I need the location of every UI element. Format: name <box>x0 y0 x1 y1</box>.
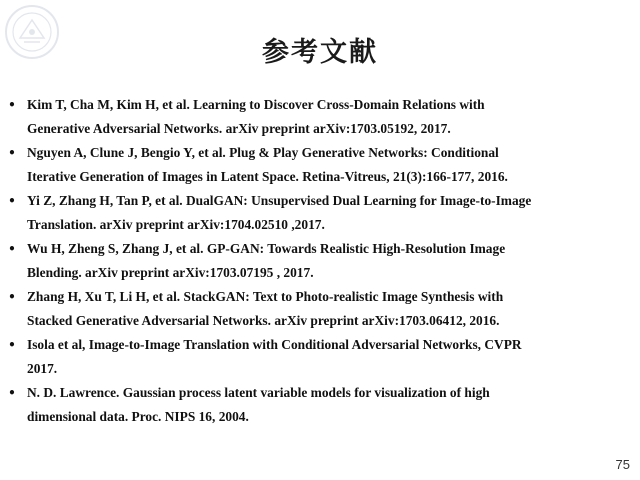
page-number: 75 <box>615 457 630 472</box>
slide-title: 参考文献 <box>262 37 378 68</box>
reference-item <box>0 93 640 141</box>
bullet-icon: • <box>8 98 16 112</box>
reference-line: Isola et al, Image-to-Image Translation with Conditional Adversarial Networks, CVPR <box>27 337 522 352</box>
reference-line: Translation. arXiv preprint arXiv:1704.02510 ,2017. <box>27 217 325 232</box>
reference-line: Iterative Generation of Images in Latent Space. Retina-Vitreus, 21(3):166-177, 2016. <box>27 169 508 184</box>
reference-list <box>0 93 640 429</box>
reference-item <box>0 333 640 381</box>
reference-line: Blending. arXiv preprint arXiv:1703.07195 , 2017. <box>27 265 314 280</box>
bullet-icon: • <box>8 290 16 304</box>
reference-line: Stacked Generative Adversarial Networks. arXiv preprint arXiv:1703.06412, 2016. <box>27 313 500 328</box>
reference-line: Kim T, Cha M, Kim H, et al. Learning to Discover Cross-Domain Relations with <box>27 97 485 112</box>
bullet-icon: • <box>8 242 16 256</box>
reference-line: Generative Adversarial Networks. arXiv preprint arXiv:1703.05192, 2017. <box>27 121 451 136</box>
reference-line: Wu H, Zheng S, Zhang J, et al. GP-GAN: Towards Realistic High-Resolution Image <box>27 241 506 256</box>
reference-line: Zhang H, Xu T, Li H, et al. StackGAN: Text to Photo-realistic Image Synthesis with <box>27 289 504 304</box>
bullet-icon: • <box>8 338 16 352</box>
reference-item <box>0 237 640 285</box>
reference-item <box>0 189 640 237</box>
reference-line: Nguyen A, Clune J, Bengio Y, et al. Plug & Play Generative Networks: Conditional <box>27 145 499 160</box>
reference-line: N. D. Lawrence. Gaussian process latent variable models for visualization of high <box>27 385 490 400</box>
reference-item <box>0 381 640 429</box>
reference-line: 2017. <box>27 361 58 376</box>
reference-line: Yi Z, Zhang H, Tan P, et al. DualGAN: Unsupervised Dual Learning for Image-to-Image <box>27 193 532 208</box>
bullet-icon: • <box>8 146 16 160</box>
reference-line: dimensional data. Proc. NIPS 16, 2004. <box>27 409 249 424</box>
reference-item <box>0 285 640 333</box>
reference-item <box>0 141 640 189</box>
bullet-icon: • <box>8 386 16 400</box>
bullet-icon: • <box>8 194 16 208</box>
